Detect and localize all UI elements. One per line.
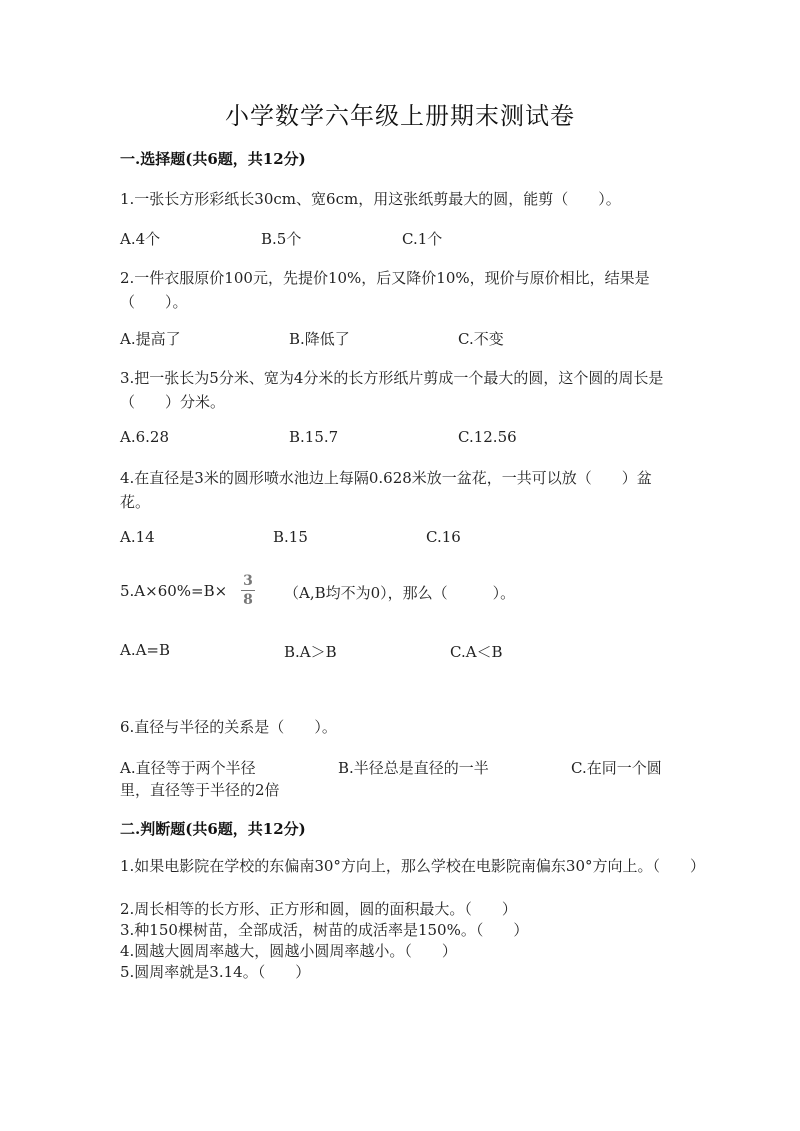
question-5-prefix: 5.A×60%=B×: [120, 582, 228, 600]
fraction-numerator: 3: [243, 573, 253, 589]
question-3-text: 3.把一张长为5分米、宽为4分米的长方形纸片剪成一个最大的圆，这个圆的周长是（ ）分米。: [120, 369, 664, 411]
judge-item-2: 2.周长相等的长方形、正方形和圆，圆的面积最大。（ ）: [120, 900, 517, 918]
question-1-option-a: A.4个: [120, 230, 161, 248]
judge-item-4: 4.圆越大圆周率越大，圆越小圆周率越小。（ ）: [120, 942, 457, 960]
judge-item-1: 1.如果电影院在学校的东偏南30°方向上，那么学校在电影院南偏东30°方向上。（ ）: [120, 857, 705, 875]
question-3-option-b: B.15.7: [289, 428, 339, 446]
question-6-option-b: B.半径总是直径的一半: [338, 759, 489, 777]
question-6-option-a: A.直径等于两个半径: [120, 759, 256, 777]
question-2-option-c: C.不变: [458, 330, 504, 348]
page-title: 小学数学六年级上册期末测试卷: [225, 102, 575, 130]
fraction-denominator: 8: [243, 592, 253, 608]
question-1-text: 1.一张长方形彩纸长30cm、宽6cm，用这张纸剪最大的圆，能剪（ ）。: [120, 190, 621, 208]
question-5-option-a: A.A=B: [120, 641, 171, 659]
question-4-text: 4.在直径是3米的圆形喷水池边上每隔0.628米放一盆花，一共可以放（ ）盆花。: [120, 469, 652, 511]
question-3-option-a: A.6.28: [120, 428, 169, 446]
question-2-option-b: B.降低了: [289, 330, 350, 348]
question-4-option-c: C.16: [426, 528, 461, 546]
section-heading-choice: 一.选择题(共6题，共12分): [120, 150, 306, 168]
question-5-option-c: C.A＜B: [450, 643, 503, 661]
question-4-option-a: A.14: [120, 528, 155, 546]
question-2-option-a: A.提高了: [120, 330, 181, 348]
question-5-option-b: B.A＞B: [284, 643, 337, 661]
section-heading-judge: 二.判断题(共6题，共12分): [120, 820, 306, 838]
judge-item-5: 5.圆周率就是3.14。（ ）: [120, 963, 311, 981]
fraction-bar: [241, 590, 255, 591]
question-6-option-c-continued: 里，直径等于半径的2倍: [120, 781, 280, 799]
question-2-text: 2.一件衣服原价100元，先提价10%，后又降价10%，现价与原价相比，结果是（ ）。: [120, 269, 650, 311]
judge-item-3: 3.种150棵树苗，全部成活，树苗的成活率是150%。（ ）: [120, 921, 529, 939]
question-1-option-c: C.1个: [402, 230, 443, 248]
question-5-suffix: （A,B均不为0），那么（ ）。: [284, 584, 516, 602]
question-6-text: 6.直径与半径的关系是（ ）。: [120, 718, 337, 736]
question-1-option-b: B.5个: [261, 230, 302, 248]
question-3-option-c: C.12.56: [458, 428, 517, 446]
question-4-option-b: B.15: [273, 528, 308, 546]
question-6-option-c: C.在同一个圆: [571, 759, 662, 777]
fraction-three-eighths: [240, 574, 256, 607]
